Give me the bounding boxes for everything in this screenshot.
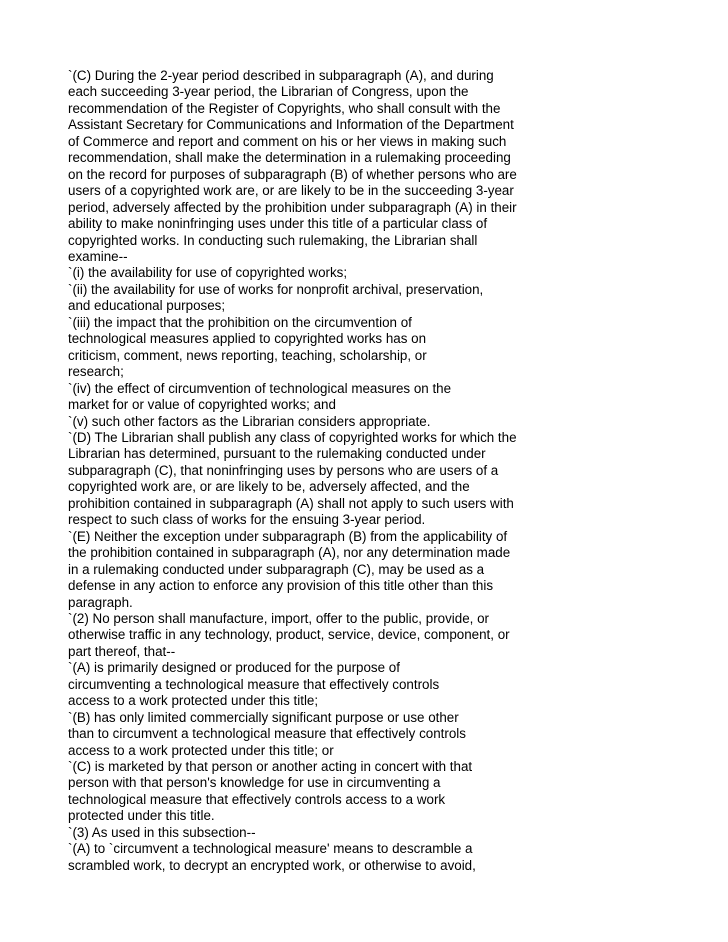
text-line: respect to such class of works for the ensuing 3-year period. — [68, 512, 426, 528]
text-line: recommendation, shall make the determination in a rulemaking proceeding — [68, 150, 511, 166]
text-line: access to a work protected under this title; or — [68, 742, 334, 758]
text-line: `(v) such other factors as the Librarian considers appropriate. — [68, 413, 431, 429]
text-line: person with that person's knowledge for use in circumventing a — [68, 775, 441, 791]
text-line: part thereof, that-- — [68, 643, 176, 659]
text-line: prohibition contained in subparagraph (A) shall not apply to such users with — [68, 495, 514, 511]
text-line: defense in any action to enforce any provision of this title other than this — [68, 578, 494, 594]
text-line: `(i) the availability for use of copyrighted works; — [68, 265, 348, 281]
text-line: recommendation of the Register of Copyrights, who shall consult with the — [68, 100, 501, 116]
text-line: copyrighted work are, or are likely to be, adversely affected, and the — [68, 479, 470, 495]
text-line: `(iv) the effect of circumvention of technological measures on the — [68, 380, 452, 396]
text-line: technological measures applied to copyrighted works has on — [68, 331, 427, 347]
text-line: users of a copyrighted work are, or are likely to be in the succeeding 3-year — [68, 183, 514, 199]
text-line: paragraph. — [68, 594, 133, 610]
text-line: copyrighted works. In conducting such rulemaking, the Librarian shall — [68, 232, 478, 248]
text-line: period, adversely affected by the prohibition under subparagraph (A) in their — [68, 199, 517, 215]
text-line: subparagraph (C), that noninfringing uses by persons who are users of a — [68, 462, 499, 478]
text-line: market for or value of copyrighted works; and — [68, 397, 336, 413]
text-line: in a rulemaking conducted under subparagraph (C), may be used as a — [68, 561, 485, 577]
text-line: otherwise traffic in any technology, product, service, device, component, or — [68, 627, 510, 643]
text-line: `(B) has only limited commercially significant purpose or use other — [68, 709, 459, 725]
text-line: `(C) During the 2-year period described in subparagraph (A), and during — [68, 68, 494, 83]
text-line: Assistant Secretary for Communications and Information of the Department — [68, 117, 514, 133]
text-line: protected under this title. — [68, 808, 215, 824]
text-line: `(A) is primarily designed or produced for the purpose of — [68, 660, 400, 676]
text-line: and educational purposes; — [68, 298, 226, 314]
text-line: `(2) No person shall manufacture, import, offer to the public, provide, or — [68, 610, 490, 626]
text-line: each succeeding 3-year period, the Librarian of Congress, upon the — [68, 84, 469, 100]
text-line: `(iii) the impact that the prohibition on the circumvention of — [68, 314, 412, 330]
text-line: scrambled work, to decrypt an encrypted work, or otherwise to avoid, — [68, 857, 476, 873]
text-line: the prohibition contained in subparagraph (A), nor any determination made — [68, 545, 511, 561]
text-line: research; — [68, 364, 124, 380]
text-line: Librarian has determined, pursuant to the rulemaking conducted under — [68, 446, 486, 462]
text-line: ability to make noninfringing uses under this title of a particular class of — [68, 216, 488, 232]
text-line: `(D) The Librarian shall publish any class of copyrighted works for which the — [68, 429, 517, 445]
text-line: `(3) As used in this subsection-- — [68, 824, 256, 840]
text-line: circumventing a technological measure that effectively controls — [68, 676, 440, 692]
text-line: than to circumvent a technological measure that effectively controls — [68, 726, 466, 742]
text-line: access to a work protected under this title; — [68, 693, 319, 709]
text-line: of Commerce and report and comment on his or her views in making such — [68, 133, 507, 149]
text-line: criticism, comment, news reporting, teaching, scholarship, or — [68, 347, 427, 363]
document-body-text — [68, 68, 708, 874]
text-line: examine-- — [68, 248, 128, 264]
text-line: technological measure that effectively controls access to a work — [68, 791, 446, 807]
text-line: `(ii) the availability for use of works for nonprofit archival, preservation, — [68, 281, 484, 297]
text-line: `(C) is marketed by that person or another acting in concert with that — [68, 759, 473, 775]
text-line: `(A) to `circumvent a technological measure' means to descramble a — [68, 841, 473, 857]
text-line: on the record for purposes of subparagraph (B) of whether persons who are — [68, 166, 517, 182]
text-line: `(E) Neither the exception under subparagraph (B) from the applicability of — [68, 528, 508, 544]
